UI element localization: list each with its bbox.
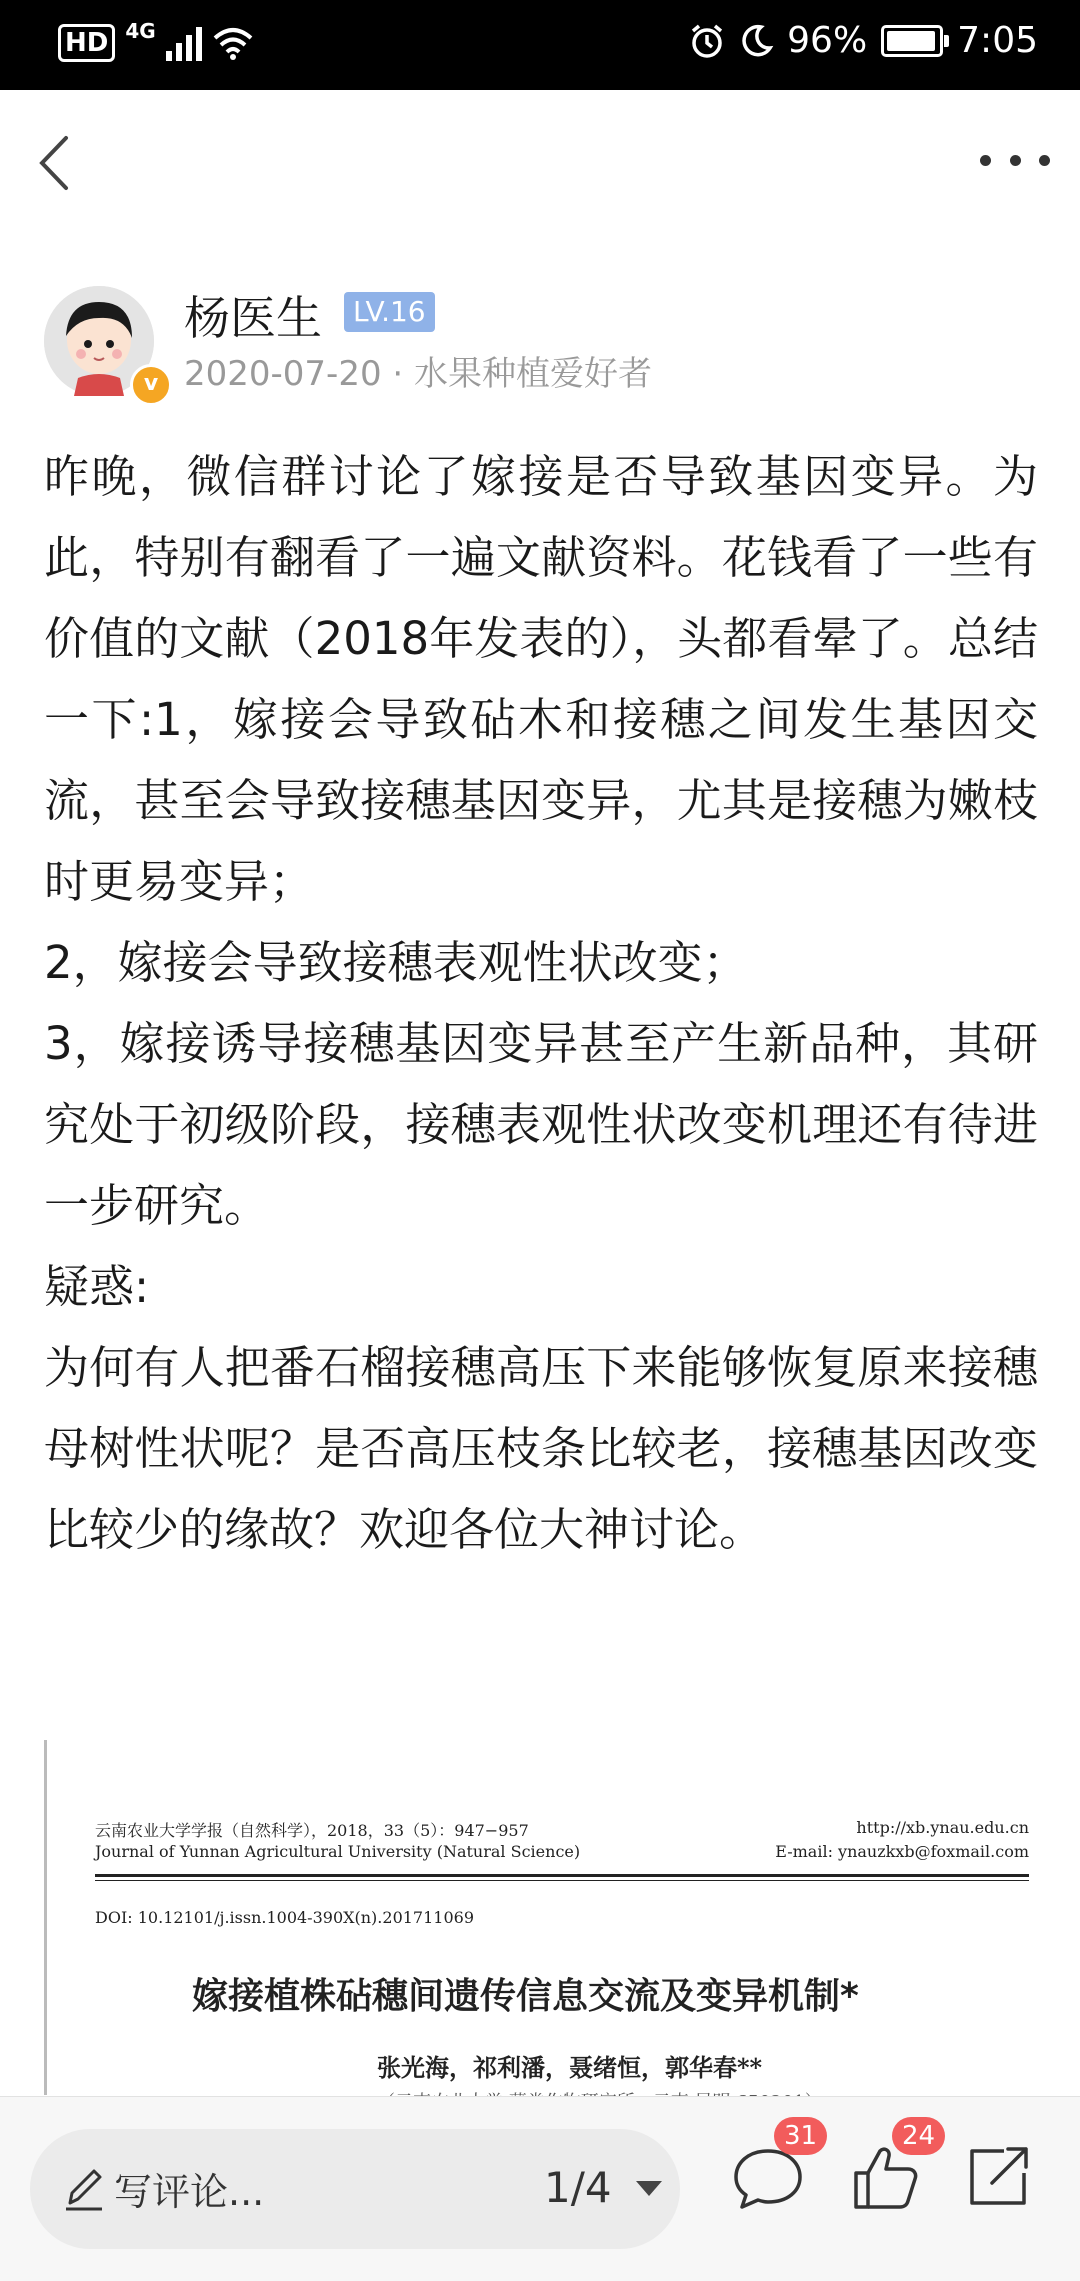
paper-authors: 张光海，祁利潘，聂绪恒，郭华春** xyxy=(377,2053,763,2082)
bottom-action-bar xyxy=(0,2096,1080,2281)
comments-button[interactable] xyxy=(728,2121,818,2217)
status-bar xyxy=(0,0,1080,90)
like-count-badge: 24 xyxy=(892,2117,945,2155)
avatar[interactable] xyxy=(44,286,159,396)
paper-screenshot-image[interactable] xyxy=(44,1740,1041,2095)
like-button[interactable] xyxy=(846,2121,936,2217)
battery-icon xyxy=(881,25,943,57)
comment-input[interactable] xyxy=(30,2129,680,2249)
chevron-down-icon[interactable] xyxy=(636,2181,662,2196)
post-paragraph: 3，嫁接诱导接穗基因变异甚至产生新品种，其研究处于初级阶段，接穗表观性状改变机理还有待进一步研究。 xyxy=(44,1017,1038,1232)
status-left xyxy=(58,19,254,62)
network-type: 4G xyxy=(125,19,156,43)
post-meta: 2020-07-20 · 水果种植爱好者 xyxy=(184,354,653,394)
author-header xyxy=(44,282,1044,412)
paper-journal-en: Journal of Yunnan Agricultural University (Natural Science) xyxy=(95,1842,581,1861)
do-not-disturb-moon-icon xyxy=(739,24,773,58)
paper-divider xyxy=(95,1874,1029,1877)
post-paragraph: 2，嫁接会导致接穗表观性状改变； xyxy=(44,936,748,989)
paper-journal-cn: 云南农业大学学报（自然科学），2018，33（5）：947−957 xyxy=(95,1821,529,1840)
status-right xyxy=(689,20,1038,61)
battery-percent: 96% xyxy=(787,20,868,61)
comment-count-badge: 31 xyxy=(774,2117,827,2155)
clock: 7:05 xyxy=(957,20,1038,61)
paper-doi: DOI: 10.12101/j.issn.1004-390X(n).201711069 xyxy=(95,1908,474,1927)
share-icon xyxy=(958,2137,1038,2217)
more-dots-icon[interactable] xyxy=(980,140,1050,180)
back-chevron-icon[interactable] xyxy=(26,128,86,198)
wifi-icon xyxy=(212,26,254,60)
post-paragraph: 为何有人把番石榴接穗高压下来能够恢复原来接穗母树性状呢？是否高压枝条比较老，接穗基因改变比较少的缘故？欢迎各位大神讨论。 xyxy=(44,1341,1038,1556)
share-button[interactable] xyxy=(958,2137,1038,2217)
top-nav-bar xyxy=(0,90,1080,230)
alarm-icon xyxy=(689,23,725,59)
signal-icon xyxy=(166,25,202,61)
post-paragraph: 昨晚，微信群讨论了嫁接是否导致基因变异。为此，特别有翻看了一遍文献资料。花钱看了一些有价值的文献（2018年发表的），头都看晕了。总结一下:1，嫁接会导致砧木和接穗之间发生基因交流，甚至会导致接穗基因变异，尤其是接穗为嫩枝时更易变异； xyxy=(44,450,1038,908)
comment-placeholder: 写评论... xyxy=(114,2170,265,2214)
post-paragraph: 疑惑: xyxy=(44,1260,150,1313)
paper-header-row-2 xyxy=(95,1842,1029,1861)
author-name[interactable]: 杨医生 xyxy=(184,291,322,345)
paper-header-row-1 xyxy=(95,1818,1029,1841)
paper-url: http://xb.ynau.edu.cn xyxy=(856,1818,1029,1837)
paper-title: 嫁接植株砧穗间遗传信息交流及变异机制* xyxy=(192,1976,859,2017)
paper-divider-thin xyxy=(95,1880,1029,1881)
verified-badge: v xyxy=(130,364,172,406)
image-pager[interactable]: 1/4 xyxy=(544,2163,612,2212)
paper-email: E-mail: ynauzkxb@foxmail.com xyxy=(775,1842,1029,1861)
hd-indicator: HD xyxy=(58,24,115,62)
pencil-icon xyxy=(62,2163,106,2213)
post-content xyxy=(44,436,1038,1570)
level-badge: LV.16 xyxy=(344,292,435,332)
